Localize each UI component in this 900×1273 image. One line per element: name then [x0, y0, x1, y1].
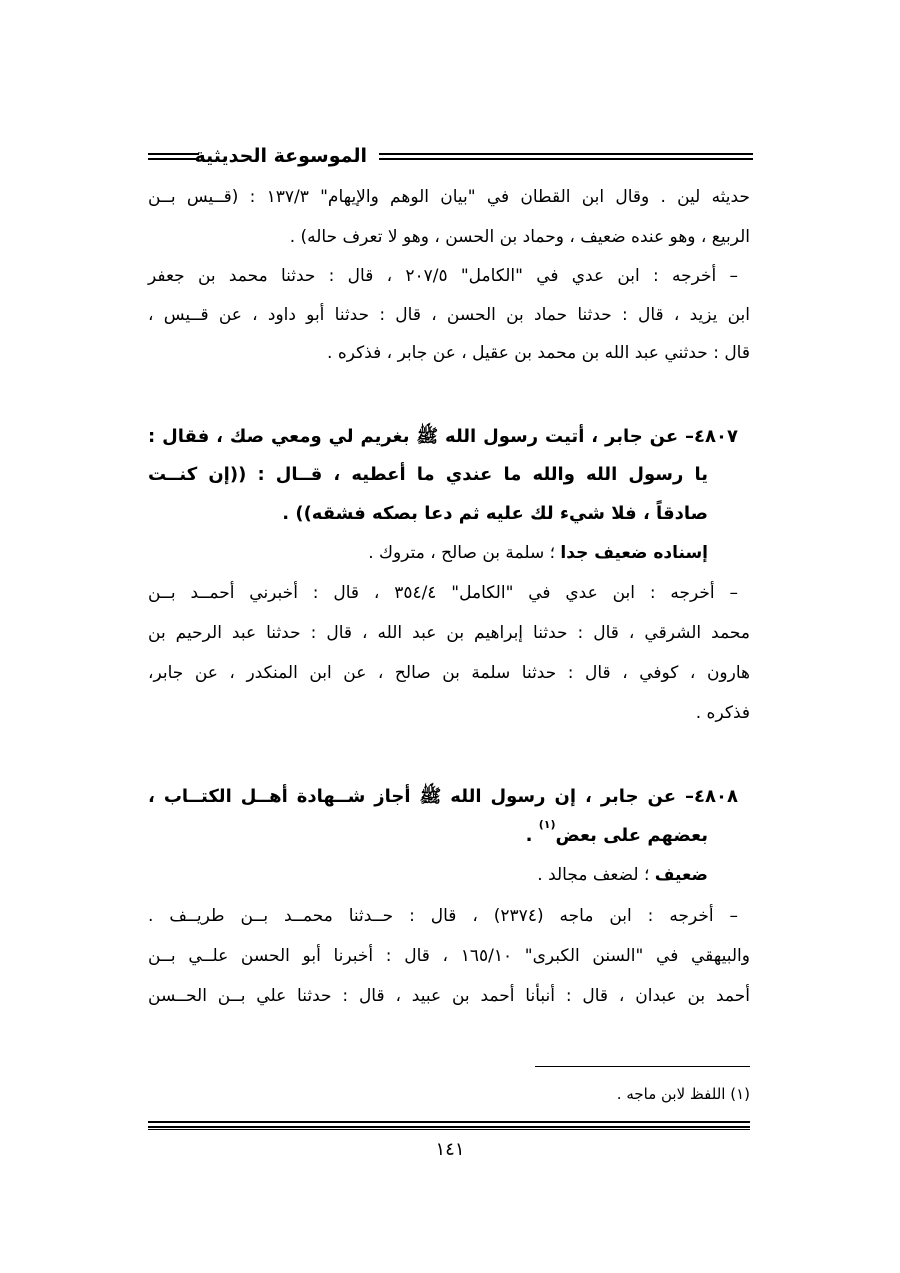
footer-rule: [148, 1121, 750, 1128]
footnote-separator: [535, 1066, 750, 1067]
hadith-4807-grade: [148, 536, 708, 570]
hadith-4808-line-2: [148, 819, 708, 853]
hadith-4808-grade: [148, 858, 708, 892]
hadith-4808-line-1: ٤٨٠٨– عن جابر ، إن رسول الله ﷺ أجاز شــهادة أهــل الكتــاب ،: [148, 786, 738, 807]
footnote-marker: (١): [538, 818, 556, 831]
grade-label: ضعيف: [654, 865, 708, 885]
page-number: ١٤١: [435, 1139, 465, 1160]
text-line: ابن يزيد ، قال : حدثنا حماد بن الحسن ، قال : حدثنا أبو داود ، عن قــيس ،: [148, 305, 750, 325]
book-title: الموسوعة الحديثية: [194, 145, 367, 167]
text-line: فذكره .: [695, 703, 750, 723]
grade-reason: ؛ سلمة بن صالح ، متروك .: [368, 543, 561, 563]
hadith-4807-line-2: يا رسول الله والله ما عندي ما أعطيه ، قــال : ((إن كنــت: [148, 464, 708, 485]
hadith-4807-line-3: صادقاً ، فلا شيء لك عليه ثم دعا بصكه فشقه)) .: [282, 503, 708, 524]
hadith-4808-text: بعضهم على بعض: [555, 825, 708, 846]
text-line: – أخرجه : ابن ماجه (٢٣٧٤) ، قال : حــدثنا محمــد بــن طريــف .: [148, 906, 739, 926]
text-line: أحمد بن عبدان ، قال : أنبأنا أحمد بن عبيد ، قال : حدثنا علي بــن الحــسن: [148, 986, 750, 1006]
footnote: (١) اللفظ لابن ماجه .: [616, 1085, 750, 1103]
page-header: [148, 141, 753, 175]
footer-rule-thin: [148, 1129, 750, 1130]
text-line: – أخرجه : ابن عدي في "الكامل" ٢٠٧/٥ ، قال : حدثنا محمد بن جعفر: [148, 266, 738, 286]
text-line: حديثه لين . وقال ابن القطان في "بيان الوهم والإيهام" ١٣٧/٣ : (قــيس بــن: [148, 187, 750, 207]
text-line: قال : حدثني عبد الله بن محمد بن عقيل ، عن جابر ، فذكره .: [327, 343, 750, 363]
grade-label: إسناده ضعيف جدا: [560, 543, 708, 563]
hadith-4808-end: .: [525, 825, 539, 846]
grade-reason: ؛ لضعف مجالد .: [537, 865, 655, 885]
text-line: – أخرجه : ابن عدي في "الكامل" ٣٥٤/٤ ، قال : أخبرني أحمــد بــن: [148, 583, 739, 603]
text-line: هارون ، كوفي ، قال : حدثنا سلمة بن صالح ، عن ابن المنكدر ، عن جابر،: [148, 663, 750, 683]
header-rule-right: [379, 153, 753, 160]
text-line: الربيع ، وهو عنده ضعيف ، وحماد بن الحسن ، وهو لا تعرف حاله) .: [289, 227, 750, 247]
text-line: والبيهقي في "السنن الكبرى" ١٦٥/١٠ ، قال : أخبرنا أبو الحسن علــي بــن: [148, 946, 750, 966]
header-rule-left: [148, 153, 199, 160]
hadith-4807-line-1: ٤٨٠٧– عن جابر ، أتيت رسول الله ﷺ بغريم لي ومعي صك ، فقال :: [148, 426, 738, 447]
text-line: محمد الشرقي ، قال : حدثنا إبراهيم بن عبد الله ، قال : حدثنا عبد الرحيم بن: [148, 623, 750, 643]
